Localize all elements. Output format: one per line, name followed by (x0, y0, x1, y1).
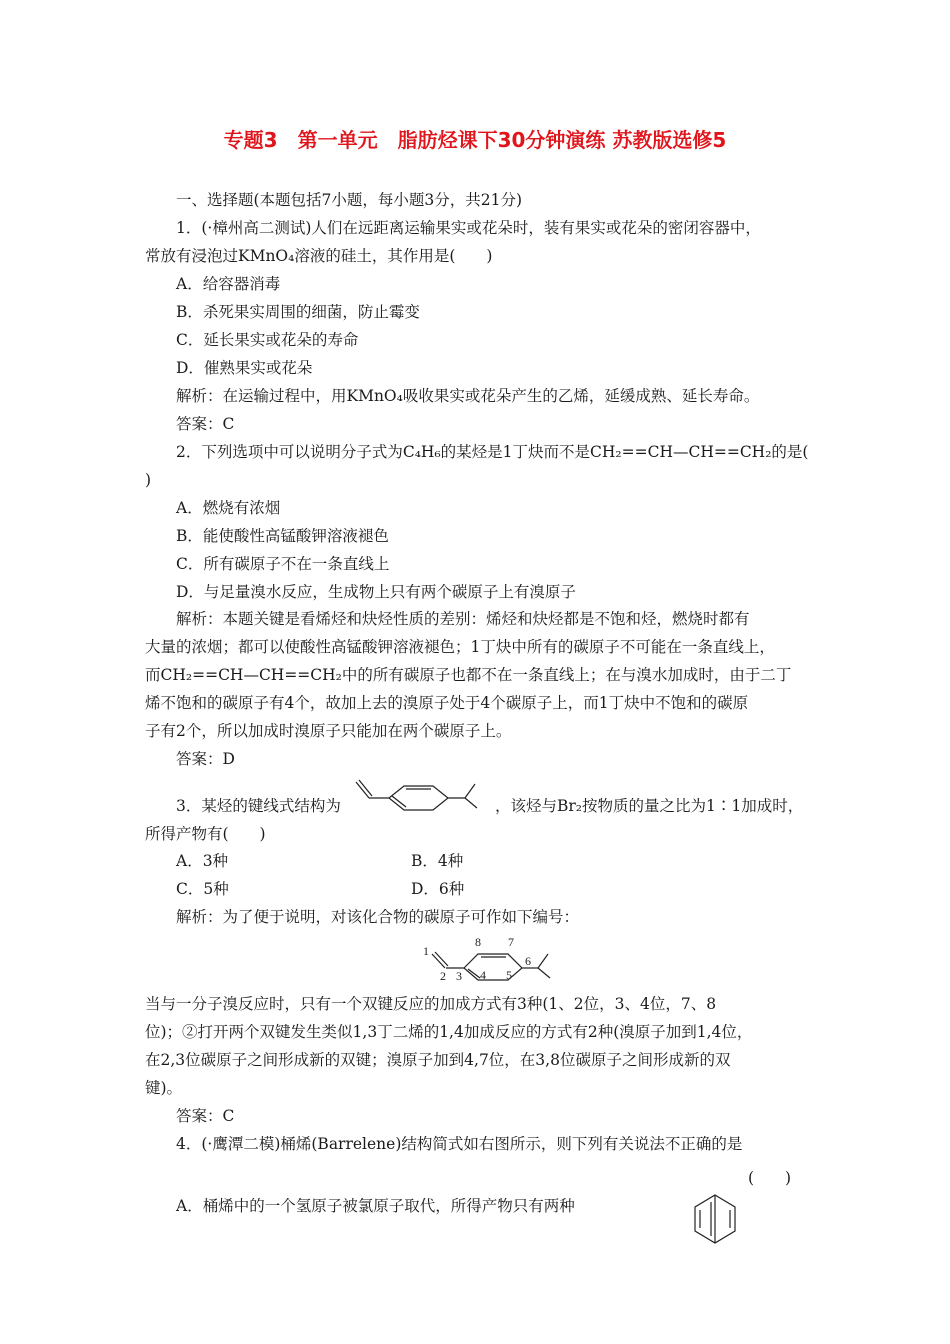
q3-stem-line2: 所得产物有( ) (145, 825, 266, 843)
section-heading: 一、选择题(本题包括7小题，每小题3分，共21分) (176, 191, 523, 209)
q1-option-b: B．杀死果实周围的细菌，防止霉变 (176, 303, 420, 321)
label-7: 7 (508, 935, 514, 949)
q2-explanation-line3: 而CH₂==CH—CH==CH₂中的所有碳原子也都不在一条直线上；在与溴水加成时，由于二丁 (145, 666, 792, 684)
q3-explanation-line3: 位)；②打开两个双键发生类似1,3丁二烯的1,4加成反应的方式有2种(溴原子加到1,4位， (145, 1023, 753, 1041)
q1-answer: 答案：C (176, 415, 235, 433)
q2-explanation-line2: 大量的浓烟；都可以使酸性高锰酸钾溶液褪色；1丁炔中所有的碳原子不可能在一条直线上， (145, 638, 775, 656)
q3-option-d: D．6种 (411, 880, 465, 898)
label-3: 3 (456, 969, 462, 983)
q2-answer: 答案：D (176, 750, 235, 768)
label-4: 4 (480, 968, 486, 982)
q1-option-c: C．延长果实或花朵的寿命 (176, 331, 359, 349)
q2-stem-line2: ) (145, 471, 152, 489)
q3-option-a: A．3种 (176, 852, 229, 870)
page-title: 专题3 第一单元 脂肪烃课下30分钟演练 苏教版选修5 (223, 128, 727, 152)
q4-option-a: A．桶烯中的一个氢原子被氯原子取代，所得产物只有两种 (176, 1197, 575, 1215)
q1-explanation: 解析：在运输过程中，用KMnO₄吸收果实或花朵产生的乙烯，延缓成熟、延长寿命。 (176, 387, 760, 405)
barrelene-structure-figure (690, 1192, 740, 1246)
q3-explanation-line4: 在2,3位碳原子之间形成新的双键；溴原子加到4,7位，在3,8位碳原子之间形成新的双 (145, 1051, 731, 1069)
label-8: 8 (475, 935, 481, 949)
q3-option-b: B．4种 (411, 852, 464, 870)
label-2: 2 (440, 969, 446, 983)
q3-stem-prefix: 3．某烃的键线式结构为 (176, 797, 341, 815)
q2-explanation-line5: 子有2个，所以加成时溴原子只能加在两个碳原子上。 (145, 722, 512, 740)
q3-answer: 答案：C (176, 1107, 235, 1125)
q1-option-d: D．催熟果实或花朵 (176, 359, 313, 377)
label-6: 6 (525, 954, 531, 968)
q3-stem-suffix: ，该烃与Br₂按物质的量之比为1∶1加成时， (495, 797, 804, 815)
label-1: 1 (423, 944, 429, 958)
skeletal-structure-figure (353, 774, 489, 824)
q2-option-b: B．能使酸性高锰酸钾溶液褪色 (176, 527, 389, 545)
q2-option-d: D．与足量溴水反应，生成物上只有两个碳原子上有溴原子 (176, 583, 576, 601)
q3-explanation-line2: 当与一分子溴反应时，只有一个双键反应的加成方式有3种(1、2位，3、4位，7、8 (145, 995, 717, 1013)
q2-option-c: C．所有碳原子不在一条直线上 (176, 555, 390, 573)
q3-explanation-line1: 解析：为了便于说明，对该化合物的碳原子可作如下编号： (176, 908, 580, 926)
q1-stem-line2: 常放有浸泡过KMnO₄溶液的硅土，其作用是( ) (145, 247, 493, 265)
q2-option-a: A．燃烧有浓烟 (176, 499, 281, 517)
numbered-structure-figure (420, 932, 570, 984)
q1-option-a: A．给容器消毒 (176, 275, 281, 293)
q3-option-c: C．5种 (176, 880, 229, 898)
q2-explanation-line1: 解析：本题关键是看烯烃和炔烃性质的差别：烯烃和炔烃都是不饱和烃，燃烧时都有 (176, 610, 750, 628)
q1-stem-line1: 1．(·樟州高二测试)人们在远距离运输果实或花朵时，装有果实或花朵的密闭容器中， (176, 219, 761, 237)
q2-stem-line1: 2．下列选项中可以说明分子式为C₄H₆的某烃是1丁炔而不是CH₂==CH—CH==CH₂的是( (176, 443, 809, 461)
label-5: 5 (506, 968, 512, 982)
q4-answer-paren: ( ) (748, 1169, 792, 1187)
q4-stem-line1: 4．(·鹰潭二模)桶烯(Barrelene)结构简式如右图所示，则下列有关说法不正确的是 (176, 1135, 743, 1153)
q3-explanation-line5: 键)。 (145, 1079, 183, 1097)
q2-explanation-line4: 烯不饱和的碳原子有4个，故加上去的溴原子处于4个碳原子上，而1丁炔中不饱和的碳原 (145, 694, 749, 712)
